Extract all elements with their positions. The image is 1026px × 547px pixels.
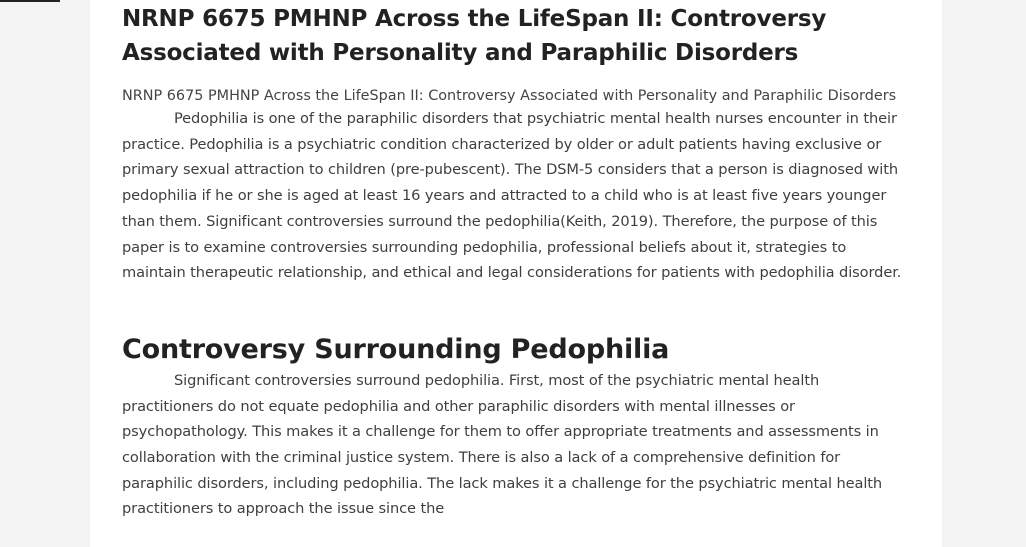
article-subtitle: NRNP 6675 PMHNP Across the LifeSpan II: Controversy Associated with Personality and Paraphilic Disorders [122, 88, 897, 104]
intro-paragraph: Pedophilia is one of the paraphilic disorders that psychiatric mental health nurses encounter in their practice. Pedophilia is a psychiatric condition characterized by older or adult patients having exclusive or primary sexual attraction to children (pre-pubescent). The DSM-5 considers that a person is diagnosed with pedophilia if he or she is aged at least 16 years and attracted to a child who is at least five years younger than them. Significant controversies surround the pedophilia(Keith, 2019). Therefore, the purpose of this paper is to examine controversies surrounding pedophilia, professional beliefs about it, strategies to maintain therapeutic relationship, and ethical and legal considerations for patients with pedophilia disorder. [122, 110, 902, 282]
section-paragraph: Significant controversies surround pedophilia. First, most of the psychiatric mental health practitioners do not equate pedophilia and other paraphilic disorders with mental illnesses or psychopathology. This makes it a challenge for them to offer appropriate treatments and assessments in collaboration with the criminal justice system. There is also a lack of a comprehensive definition for paraphilic disorders, including pedophilia. The lack makes it a challenge for the psychiatric mental health practitioners to approach the issue since the [122, 371, 883, 518]
article-page [90, 0, 942, 547]
article-title: NRNP 6675 PMHNP Across the LifeSpan II: Controversy Associated with Personality and Paraphilic Disorders [122, 6, 827, 66]
section-heading: Controversy Surrounding Pedophilia [122, 333, 670, 365]
top-edge-bar [0, 0, 60, 2]
